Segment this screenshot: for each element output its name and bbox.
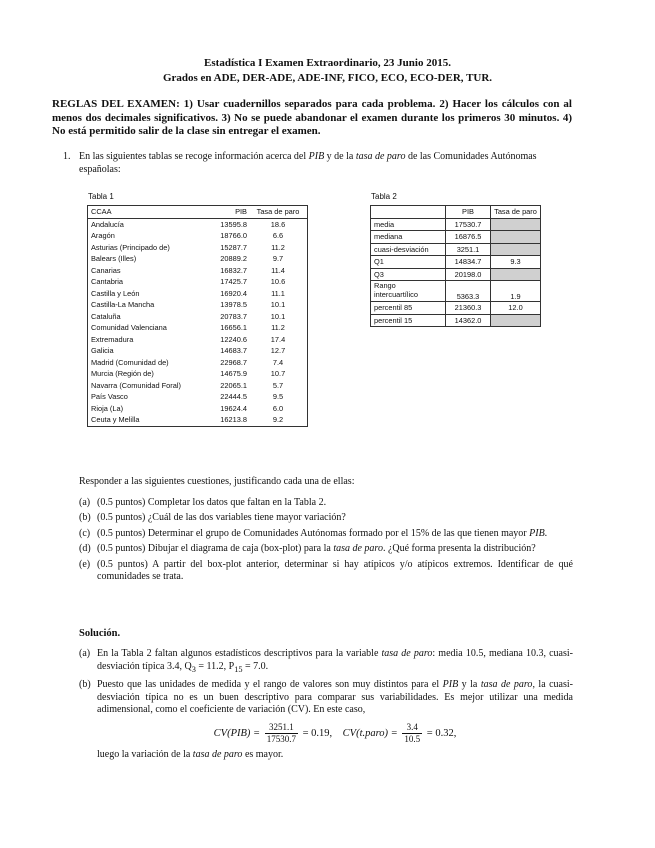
table2-header-cell: Tasa de paro	[491, 206, 541, 219]
table1-cell: 9.7	[272, 254, 284, 264]
table1-cell: Galicia	[91, 346, 114, 356]
table1-caption: Tabla 1	[88, 192, 114, 201]
table1-row	[88, 288, 308, 300]
denominator: 10.5	[404, 733, 421, 744]
table1-row	[88, 414, 308, 426]
table2-row	[371, 231, 541, 244]
item-text: . ¿Qué forma presenta la distribución?	[382, 543, 536, 554]
table1-cell: 9.2	[272, 415, 284, 425]
table2-tasa-cell: 9.3	[491, 256, 541, 269]
table2-label-cell: mediana	[371, 231, 446, 244]
table2-missing-cell	[491, 243, 541, 256]
cv-formula	[97, 722, 573, 745]
table1-cell: 17.4	[270, 334, 286, 344]
table1-header-row	[88, 206, 308, 219]
table-2	[370, 205, 541, 327]
solution-text: : media 10.5, mediana 10.3, cuasi-desviación típica 3.4, Q	[97, 648, 573, 672]
table1-cell: 16213.8	[220, 415, 247, 425]
table1-cell: Castilla y León	[91, 288, 140, 298]
table2-label-cell: Q3	[371, 268, 446, 281]
table2-pib-cell: 14362.0	[446, 314, 491, 327]
conclusion	[97, 749, 573, 762]
table1-cell: 12.7	[270, 346, 286, 356]
item-label: (c)	[79, 527, 91, 539]
table1-cell: 13595.8	[220, 219, 247, 229]
item-em: tasa de paro	[333, 543, 383, 554]
item-text: (0.5 puntos) ¿Cuál de las dos variables tiene mayor variación?	[97, 512, 346, 523]
table1-cell: 11.4	[271, 265, 285, 275]
table1-cell: Cantabria	[91, 277, 124, 287]
table1-cell: Ceuta y Melilla	[91, 415, 140, 425]
table2-tasa-cell: 12.0	[491, 302, 541, 315]
table1-row	[88, 357, 308, 369]
table1-cell: 22444.5	[220, 392, 247, 402]
table1-header-cell: Tasa de paro	[249, 206, 308, 219]
denominator: 17530.7	[266, 733, 296, 744]
table1-cell: 15287.7	[220, 242, 247, 252]
solution-block	[79, 648, 573, 764]
table1-cell: 13978.5	[220, 300, 247, 310]
table1-cell: 10.7	[270, 369, 286, 379]
table1-cell: Madrid (Comunidad de)	[91, 357, 169, 367]
question-intro	[79, 150, 573, 176]
item-a	[79, 497, 573, 510]
table2-row	[371, 281, 541, 302]
table1-row	[88, 368, 308, 380]
table1-cell: 6.0	[272, 403, 284, 413]
item-text: (0.5 puntos) A partir del box-plot anterior, determinar si hay atípicos y/o atípicos extremos. Identificar de qué comunidades se trata.	[97, 558, 573, 582]
intro-text: y de la	[324, 151, 356, 162]
subscript: 3	[191, 664, 196, 674]
table2-caption: Tabla 2	[371, 192, 397, 201]
table2-pib-cell: 5363.3	[446, 281, 491, 302]
solution-text: = 7.0.	[242, 660, 269, 672]
table2-row	[371, 268, 541, 281]
item-b	[79, 512, 573, 525]
numerator: 3251.1	[265, 722, 298, 734]
table2-pib-cell: 20198.0	[446, 268, 491, 281]
questions-block	[79, 476, 573, 587]
table1-row	[88, 299, 308, 311]
instructions: Responder a las siguientes cuestiones, justificando cada una de ellas:	[79, 476, 355, 487]
table2-pib-cell: 3251.1	[446, 243, 491, 256]
table2-row	[371, 243, 541, 256]
table1-cell: 11.2	[271, 323, 285, 333]
table1-row	[88, 380, 308, 392]
solution-text: En la Tabla 2 faltan algunos estadísticos descriptivos para la variable	[97, 648, 382, 659]
solution-em: tasa de paro	[381, 648, 433, 659]
item-label: (d)	[79, 543, 91, 554]
item-text: (0.5 puntos) Completar los datos que faltan en la Tabla 2.	[97, 496, 327, 508]
table2-label-line: Rango	[374, 281, 396, 290]
item-label: (a)	[79, 496, 91, 508]
table2-pib-cell: 14834.7	[446, 256, 491, 269]
table1-cell: 12240.6	[220, 334, 247, 344]
table2-label-cell: media	[371, 218, 446, 231]
table1-cell: 20783.7	[220, 311, 247, 321]
table1-cell: 16656.1	[220, 323, 247, 333]
subscript: 15	[234, 664, 243, 674]
table2-label-cell: cuasi-desviación	[371, 243, 446, 256]
item-c	[79, 528, 573, 541]
table1-cell: País Vasco	[91, 392, 128, 402]
solution-a	[79, 648, 573, 676]
table1-cell: Navarra (Comunidad Foral)	[91, 380, 181, 390]
table2-missing-cell	[491, 231, 541, 244]
table2-pib-cell: 16876.5	[446, 231, 491, 244]
formula-lhs: CV(t.paro) =	[342, 727, 398, 739]
solution-b	[79, 679, 573, 761]
item-label: (b)	[79, 512, 91, 523]
formula-lhs: CV(PIB) =	[213, 727, 261, 739]
table1-cell: Canarias	[91, 265, 121, 275]
item-e	[79, 559, 573, 584]
table1-cell: 11.1	[271, 288, 285, 298]
table1-cell: 6.6	[272, 231, 284, 241]
table2-label-cell: percentil 85	[371, 302, 446, 315]
table1-cell: 9.5	[272, 392, 284, 402]
table1-row	[88, 218, 308, 230]
intro-text: de las Comunidades Autónomas españolas:	[79, 151, 537, 175]
table1-cell: 18.6	[270, 219, 286, 229]
fraction	[402, 722, 422, 745]
table1-cell: Murcia (Región de)	[91, 369, 154, 379]
table1-row	[88, 253, 308, 265]
table1-cell: 7.4	[272, 357, 284, 367]
item-d	[79, 543, 573, 556]
formula-value: = 0.19,	[302, 727, 333, 739]
table1-cell: Aragón	[91, 231, 115, 241]
table1-row	[88, 322, 308, 334]
table1-row	[88, 311, 308, 323]
item-text: (0.5 puntos) Dibujar el diagrama de caja (box-plot) para la	[97, 543, 334, 554]
solution-text: Puesto que las unidades de medida y el rango de valores son muy distintos para el	[97, 679, 443, 690]
item-text: .	[544, 527, 548, 539]
table1-cell: 18766.0	[220, 231, 247, 241]
solution-label: (a)	[79, 648, 91, 659]
table1-cell: 10.6	[270, 277, 286, 287]
table1-cell: 20889.2	[220, 254, 247, 264]
table1-row	[88, 276, 308, 288]
table1-cell: Asturias (Principado de)	[91, 242, 170, 252]
table1-cell: Extremadura	[91, 334, 134, 344]
conclusion-text: es mayor.	[242, 748, 284, 760]
table1-cell: 16920.4	[220, 288, 247, 298]
table2-missing-cell	[491, 218, 541, 231]
table1-cell: Rioja (La)	[91, 403, 124, 413]
question-1	[63, 150, 573, 176]
table2-missing-cell	[491, 268, 541, 281]
table1-cell: Cataluña	[91, 311, 121, 321]
intro-pib: PIB	[308, 151, 325, 162]
table1-cell: Andalucía	[91, 219, 124, 229]
table1-header-cell: PIB	[212, 206, 249, 219]
item-label: (e)	[79, 558, 91, 570]
intro-tasa: tasa de paro	[355, 151, 406, 162]
table2-label-cell: percentil 15	[371, 314, 446, 327]
exam-rules: REGLAS DEL EXAMEN: 1) Usar cuadernillos separados para cada problema. 2) Hacer los cálculos con al menos dos decimales significativos. 3) No se puede abandonar el examen durante los primeros 30 minutos. 4) No está permitido salir de la clase sin entregar el examen.	[52, 98, 572, 137]
table2-header-row	[371, 206, 541, 219]
table2-pib-cell: 21360.3	[446, 302, 491, 315]
table2-header-cell: PIB	[446, 206, 491, 219]
table1-row	[88, 403, 308, 415]
table1-cell: Comunidad Valenciana	[91, 323, 167, 333]
question-number: 1.	[63, 151, 71, 162]
item-text: (0.5 puntos) Determinar el grupo de Comunidades Autónomas formado por el 15% de las que tienen mayor	[97, 527, 530, 539]
item-em: PIB	[529, 527, 545, 539]
table1-cell: 5.7	[272, 380, 284, 390]
table1-cell: 16832.7	[220, 265, 247, 275]
table1-header-cell: CCAA	[88, 206, 213, 219]
table1-row	[88, 230, 308, 242]
table1-cell: 22065.1	[220, 380, 247, 390]
solution-label: (b)	[79, 679, 91, 690]
table2-missing-cell	[491, 314, 541, 327]
solution-text: , la cuasi-desviación típica no es un buen descriptivo para comparar sus variabilidades. Es mejor utilizar una medida adimensional, como el coeficiente de variación (CV). En este caso,	[97, 679, 573, 715]
table2-tasa-cell: 1.9	[491, 281, 541, 302]
formula-value: = 0.32,	[426, 727, 457, 739]
table1-cell: 10.1	[270, 311, 286, 321]
table2-label-cell	[371, 281, 446, 302]
table1-row	[88, 265, 308, 277]
table1-cell: 19624.4	[220, 403, 247, 413]
table1-cell: 14683.7	[220, 346, 247, 356]
intro-text: En las siguientes tablas se recoge información acerca del	[79, 151, 309, 162]
exam-header	[0, 56, 655, 86]
table1-cell: 22968.7	[220, 357, 247, 367]
table2-header-cell	[371, 206, 446, 219]
table-1	[87, 205, 308, 427]
table1-cell: 10.1	[270, 300, 286, 310]
table1-row	[88, 391, 308, 403]
header-line-2: Grados en ADE, DER-ADE, ADE-INF, FICO, ECO, ECO-DER, TUR.	[162, 72, 493, 84]
solution-title: Solución.	[79, 628, 121, 639]
solution-em: tasa de paro	[480, 679, 533, 690]
table2-row	[371, 218, 541, 231]
table2-row	[371, 302, 541, 315]
table1-row	[88, 334, 308, 346]
table2-row	[371, 314, 541, 327]
table1-cell: 11.2	[271, 242, 285, 252]
solution-text: = 11.2, P	[195, 660, 235, 672]
fraction	[265, 722, 298, 745]
table2-label-line: intercuartílico	[374, 290, 418, 299]
table1-cell: Balears (Illes)	[91, 254, 137, 264]
solution-text: y la	[458, 679, 481, 690]
table1-cell: 17425.7	[220, 277, 247, 287]
table2-label-cell: Q1	[371, 256, 446, 269]
conclusion-em: tasa de paro	[192, 748, 243, 760]
numerator: 3.4	[402, 722, 422, 734]
solution-em: PIB	[442, 679, 459, 690]
table1-cell: 14675.9	[220, 369, 247, 379]
table2-pib-cell: 17530.7	[446, 218, 491, 231]
table1-row	[88, 242, 308, 254]
table1-cell: Castilla-La Mancha	[91, 300, 155, 310]
header-line-1: Estadística I Examen Extraordinario, 23 Junio 2015.	[204, 57, 451, 69]
table1-row	[88, 345, 308, 357]
conclusion-text: luego la variación de la	[97, 748, 193, 760]
table2-row	[371, 256, 541, 269]
